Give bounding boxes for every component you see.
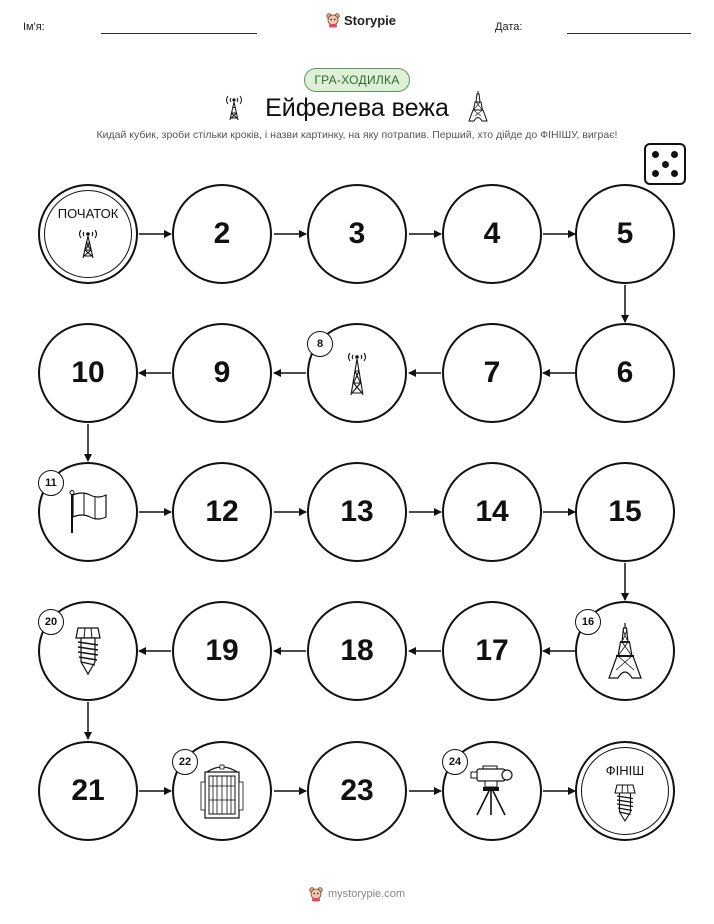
cell-16[interactable] — [575, 601, 675, 701]
cell-17[interactable] — [442, 601, 542, 701]
screw-icon — [74, 626, 102, 676]
cell-number: 19 — [205, 634, 239, 667]
cell-number-badge: 8 — [307, 331, 333, 357]
cell-3[interactable] — [307, 184, 407, 284]
cell-4[interactable] — [442, 184, 542, 284]
cell-number: 3 — [348, 217, 366, 250]
cell-number-badge: 24 — [442, 749, 468, 775]
cell-20[interactable] — [38, 601, 138, 701]
cell-number: 21 — [71, 774, 105, 807]
cell-number: 12 — [205, 495, 239, 528]
cell-6[interactable] — [575, 323, 675, 423]
flag-icon — [66, 489, 110, 535]
cell-21[interactable] — [38, 741, 138, 841]
cell-number: 23 — [340, 774, 374, 807]
cell-22[interactable] — [172, 741, 272, 841]
cell-14[interactable] — [442, 462, 542, 562]
screw-icon — [614, 783, 636, 823]
cell-8[interactable] — [307, 323, 407, 423]
name-label: Ім'я: — [23, 21, 45, 33]
cell-number-badge: 11 — [38, 470, 64, 496]
cell-number: 13 — [340, 495, 374, 528]
cell-number: 5 — [616, 217, 634, 250]
radio-tower-icon — [76, 226, 100, 260]
cell-number: 6 — [616, 356, 634, 389]
game-type-badge: ГРА-ХОДИЛКА — [304, 68, 410, 92]
cell-finish[interactable] — [575, 741, 675, 841]
page-title: Ейфелева вежа — [265, 94, 449, 122]
cell-number: 2 — [213, 217, 231, 250]
date-label: Дата: — [495, 21, 523, 33]
cell-number: 17 — [475, 634, 509, 667]
surveying-tripod-icon — [467, 765, 517, 817]
cell-23[interactable] — [307, 741, 407, 841]
finish-label: ФІНІШ — [605, 763, 645, 778]
cell-10[interactable] — [38, 323, 138, 423]
cell-number-badge: 16 — [575, 609, 601, 635]
bear-icon — [309, 886, 323, 902]
cell-2[interactable] — [172, 184, 272, 284]
cell-number: 10 — [71, 356, 105, 389]
instructions-text: Кидай кубик, зроби стільки кроків, і назви картинку, на яку потрапив. Перший, хто дійде до ФІНІШУ, виграє! — [96, 129, 618, 141]
cell-5[interactable] — [575, 184, 675, 284]
cell-11[interactable] — [38, 462, 138, 562]
cell-number: 7 — [483, 356, 501, 389]
cell-number: 4 — [483, 217, 501, 250]
cell-12[interactable] — [172, 462, 272, 562]
cell-9[interactable] — [172, 323, 272, 423]
cell-number: 9 — [213, 356, 231, 389]
cell-number: 15 — [608, 495, 642, 528]
cell-19[interactable] — [172, 601, 272, 701]
cell-13[interactable] — [307, 462, 407, 562]
cell-number: 18 — [340, 634, 374, 667]
cell-24[interactable] — [442, 741, 542, 841]
cell-number-badge: 20 — [38, 609, 64, 635]
cell-number: 14 — [475, 495, 509, 528]
elevator-icon — [199, 762, 245, 820]
cell-number-badge: 22 — [172, 749, 198, 775]
cell-18[interactable] — [307, 601, 407, 701]
eiffel-tower-icon — [605, 622, 645, 680]
footer — [0, 886, 714, 902]
radio-tower-icon — [345, 349, 369, 397]
cell-7[interactable] — [442, 323, 542, 423]
start-label: ПОЧАТОК — [57, 206, 119, 221]
cell-start[interactable] — [38, 184, 138, 284]
cell-15[interactable] — [575, 462, 675, 562]
brand-name: Storypie — [344, 12, 397, 28]
footer-url[interactable]: mystorypie.com — [327, 888, 406, 900]
